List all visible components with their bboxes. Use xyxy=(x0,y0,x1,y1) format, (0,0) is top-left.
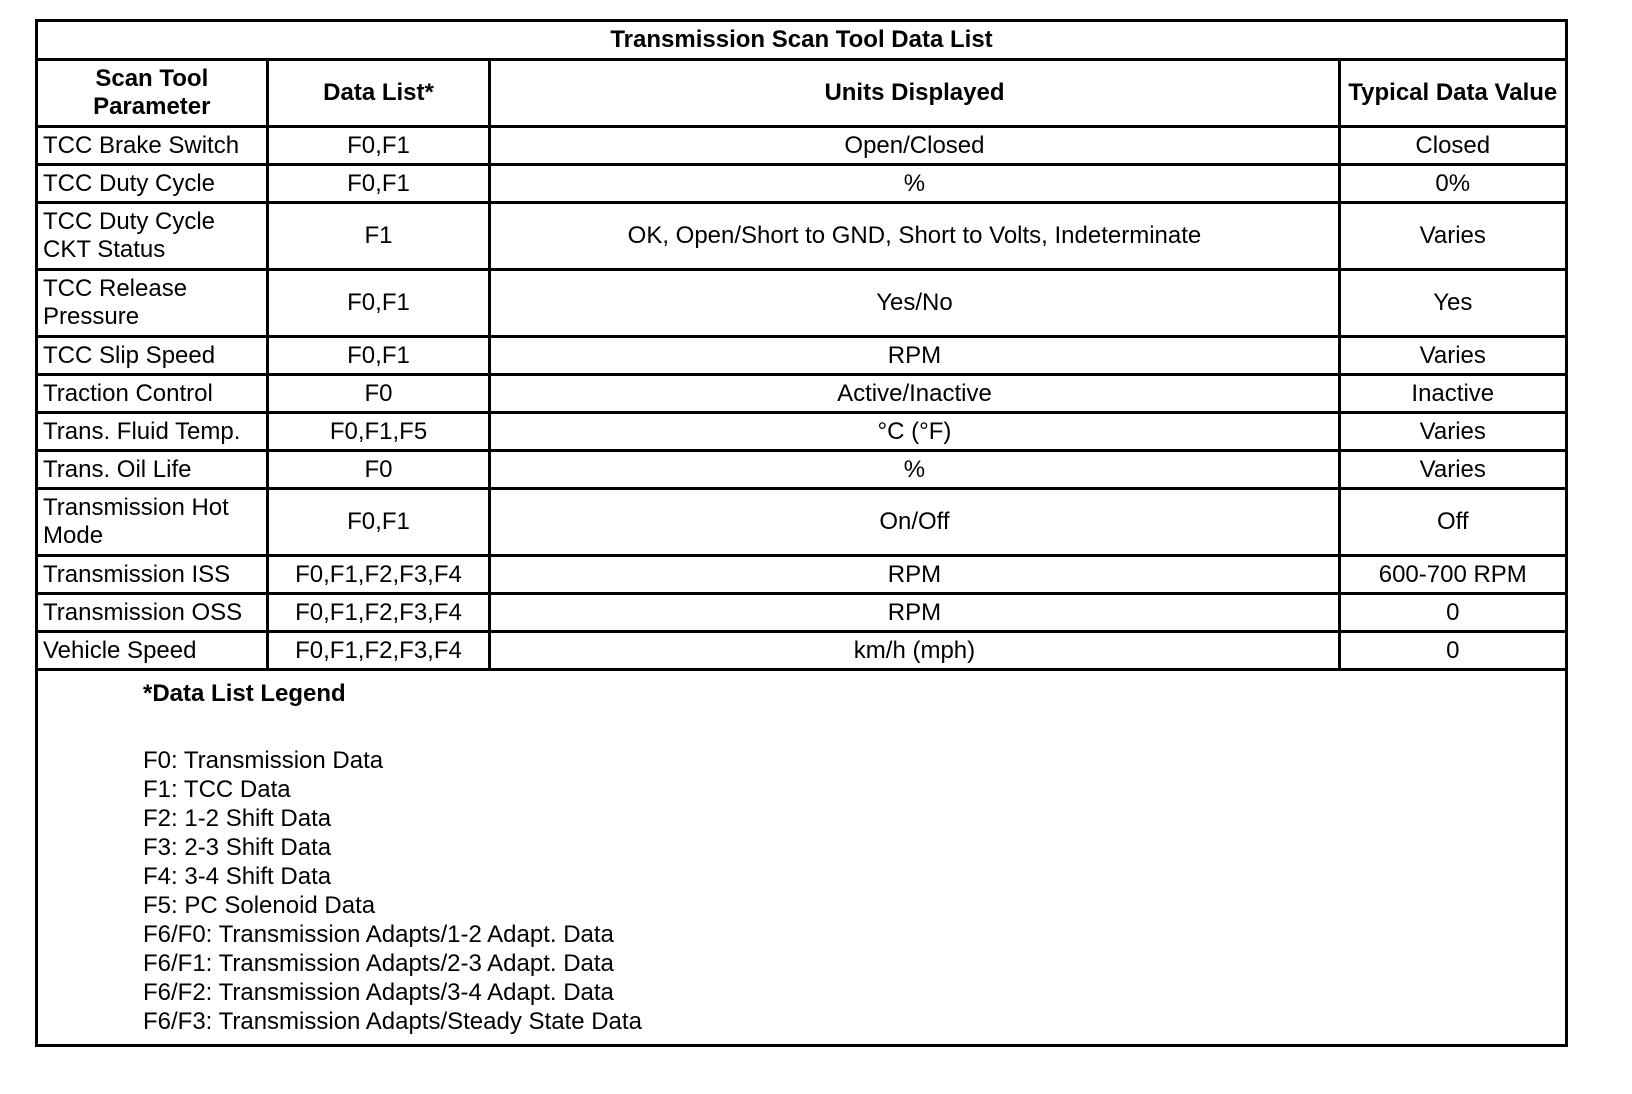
cell-units: RPM xyxy=(490,556,1339,594)
table-title-row xyxy=(38,22,1565,60)
cell-typical-value: Varies xyxy=(1339,203,1565,270)
legend-item: F3: 2-3 Shift Data xyxy=(143,834,332,861)
cell-data-list: F0,F1 xyxy=(267,337,490,375)
cell-parameter: Transmission Hot Mode xyxy=(38,489,267,556)
cell-parameter: Vehicle Speed xyxy=(38,632,267,670)
legend-title: *Data List Legend xyxy=(143,680,346,707)
table-row xyxy=(38,165,1565,203)
legend-item: F1: TCC Data xyxy=(143,776,291,803)
cell-typical-value: Closed xyxy=(1339,127,1565,165)
cell-parameter: Transmission ISS xyxy=(38,556,267,594)
cell-parameter: TCC Duty Cycle CKT Status xyxy=(38,203,267,270)
table-row xyxy=(38,375,1565,413)
cell-data-list: F0,F1,F2,F3,F4 xyxy=(267,632,490,670)
table-row xyxy=(38,594,1565,632)
cell-data-list: F0,F1,F2,F3,F4 xyxy=(267,594,490,632)
cell-parameter: Traction Control xyxy=(38,375,267,413)
cell-units: Yes/No xyxy=(490,270,1339,337)
cell-data-list: F0,F1,F2,F3,F4 xyxy=(267,556,490,594)
cell-units: Active/Inactive xyxy=(490,375,1339,413)
cell-data-list: F0,F1 xyxy=(267,489,490,556)
cell-typical-value: Varies xyxy=(1339,451,1565,489)
scan-tool-data-table xyxy=(38,22,1565,671)
cell-parameter: Trans. Fluid Temp. xyxy=(38,413,267,451)
cell-parameter: TCC Slip Speed xyxy=(38,337,267,375)
cell-typical-value: 0 xyxy=(1339,594,1565,632)
cell-units: % xyxy=(490,165,1339,203)
cell-parameter: TCC Brake Switch xyxy=(38,127,267,165)
cell-typical-value: 0% xyxy=(1339,165,1565,203)
cell-units: OK, Open/Short to GND, Short to Volts, Indeterminate xyxy=(490,203,1339,270)
cell-units: % xyxy=(490,451,1339,489)
cell-units: On/Off xyxy=(490,489,1339,556)
legend-item: F6/F3: Transmission Adapts/Steady State Data xyxy=(143,1008,642,1035)
cell-typical-value: Yes xyxy=(1339,270,1565,337)
legend-item: F5: PC Solenoid Data xyxy=(143,892,376,919)
cell-data-list: F0,F1 xyxy=(267,127,490,165)
header-data-list: Data List* xyxy=(267,60,490,127)
cell-typical-value: Varies xyxy=(1339,337,1565,375)
table-row xyxy=(38,413,1565,451)
cell-data-list: F0 xyxy=(267,375,490,413)
cell-data-list: F0 xyxy=(267,451,490,489)
legend-item: F6/F0: Transmission Adapts/1-2 Adapt. Data xyxy=(143,921,614,948)
cell-parameter: TCC Duty Cycle xyxy=(38,165,267,203)
cell-parameter: Trans. Oil Life xyxy=(38,451,267,489)
cell-parameter: Transmission OSS xyxy=(38,594,267,632)
cell-units: km/h (mph) xyxy=(490,632,1339,670)
legend-item: F4: 3-4 Shift Data xyxy=(143,863,332,890)
table-row xyxy=(38,451,1565,489)
table-row xyxy=(38,337,1565,375)
legend-item: F2: 1-2 Shift Data xyxy=(143,805,332,832)
table-row xyxy=(38,203,1565,270)
legend-item: F0: Transmission Data xyxy=(143,747,384,774)
cell-typical-value: Inactive xyxy=(1339,375,1565,413)
table-title: Transmission Scan Tool Data List xyxy=(38,22,1565,60)
cell-typical-value: 600-700 RPM xyxy=(1339,556,1565,594)
table-row xyxy=(38,270,1565,337)
table-row xyxy=(38,127,1565,165)
header-units-displayed: Units Displayed xyxy=(490,60,1339,127)
scan-tool-data-document xyxy=(35,19,1568,1047)
cell-units: Open/Closed xyxy=(490,127,1339,165)
cell-units: RPM xyxy=(490,594,1339,632)
table-row xyxy=(38,556,1565,594)
cell-data-list: F0,F1 xyxy=(267,270,490,337)
legend-item: F6/F1: Transmission Adapts/2-3 Adapt. Data xyxy=(143,950,614,977)
cell-data-list: F1 xyxy=(267,203,490,270)
cell-typical-value: Off xyxy=(1339,489,1565,556)
cell-units: RPM xyxy=(490,337,1339,375)
cell-data-list: F0,F1 xyxy=(267,165,490,203)
data-list-legend xyxy=(38,671,1565,1044)
cell-typical-value: Varies xyxy=(1339,413,1565,451)
legend-item: F6/F2: Transmission Adapts/3-4 Adapt. Data xyxy=(143,979,614,1006)
header-scan-tool-parameter: Scan Tool Parameter xyxy=(38,60,267,127)
header-typical-data-value: Typical Data Value xyxy=(1339,60,1565,127)
cell-typical-value: 0 xyxy=(1339,632,1565,670)
cell-units: °C (°F) xyxy=(490,413,1339,451)
table-row xyxy=(38,632,1565,670)
cell-parameter: TCC Release Pressure xyxy=(38,270,267,337)
table-row xyxy=(38,489,1565,556)
cell-data-list: F0,F1,F5 xyxy=(267,413,490,451)
table-header-row xyxy=(38,60,1565,127)
